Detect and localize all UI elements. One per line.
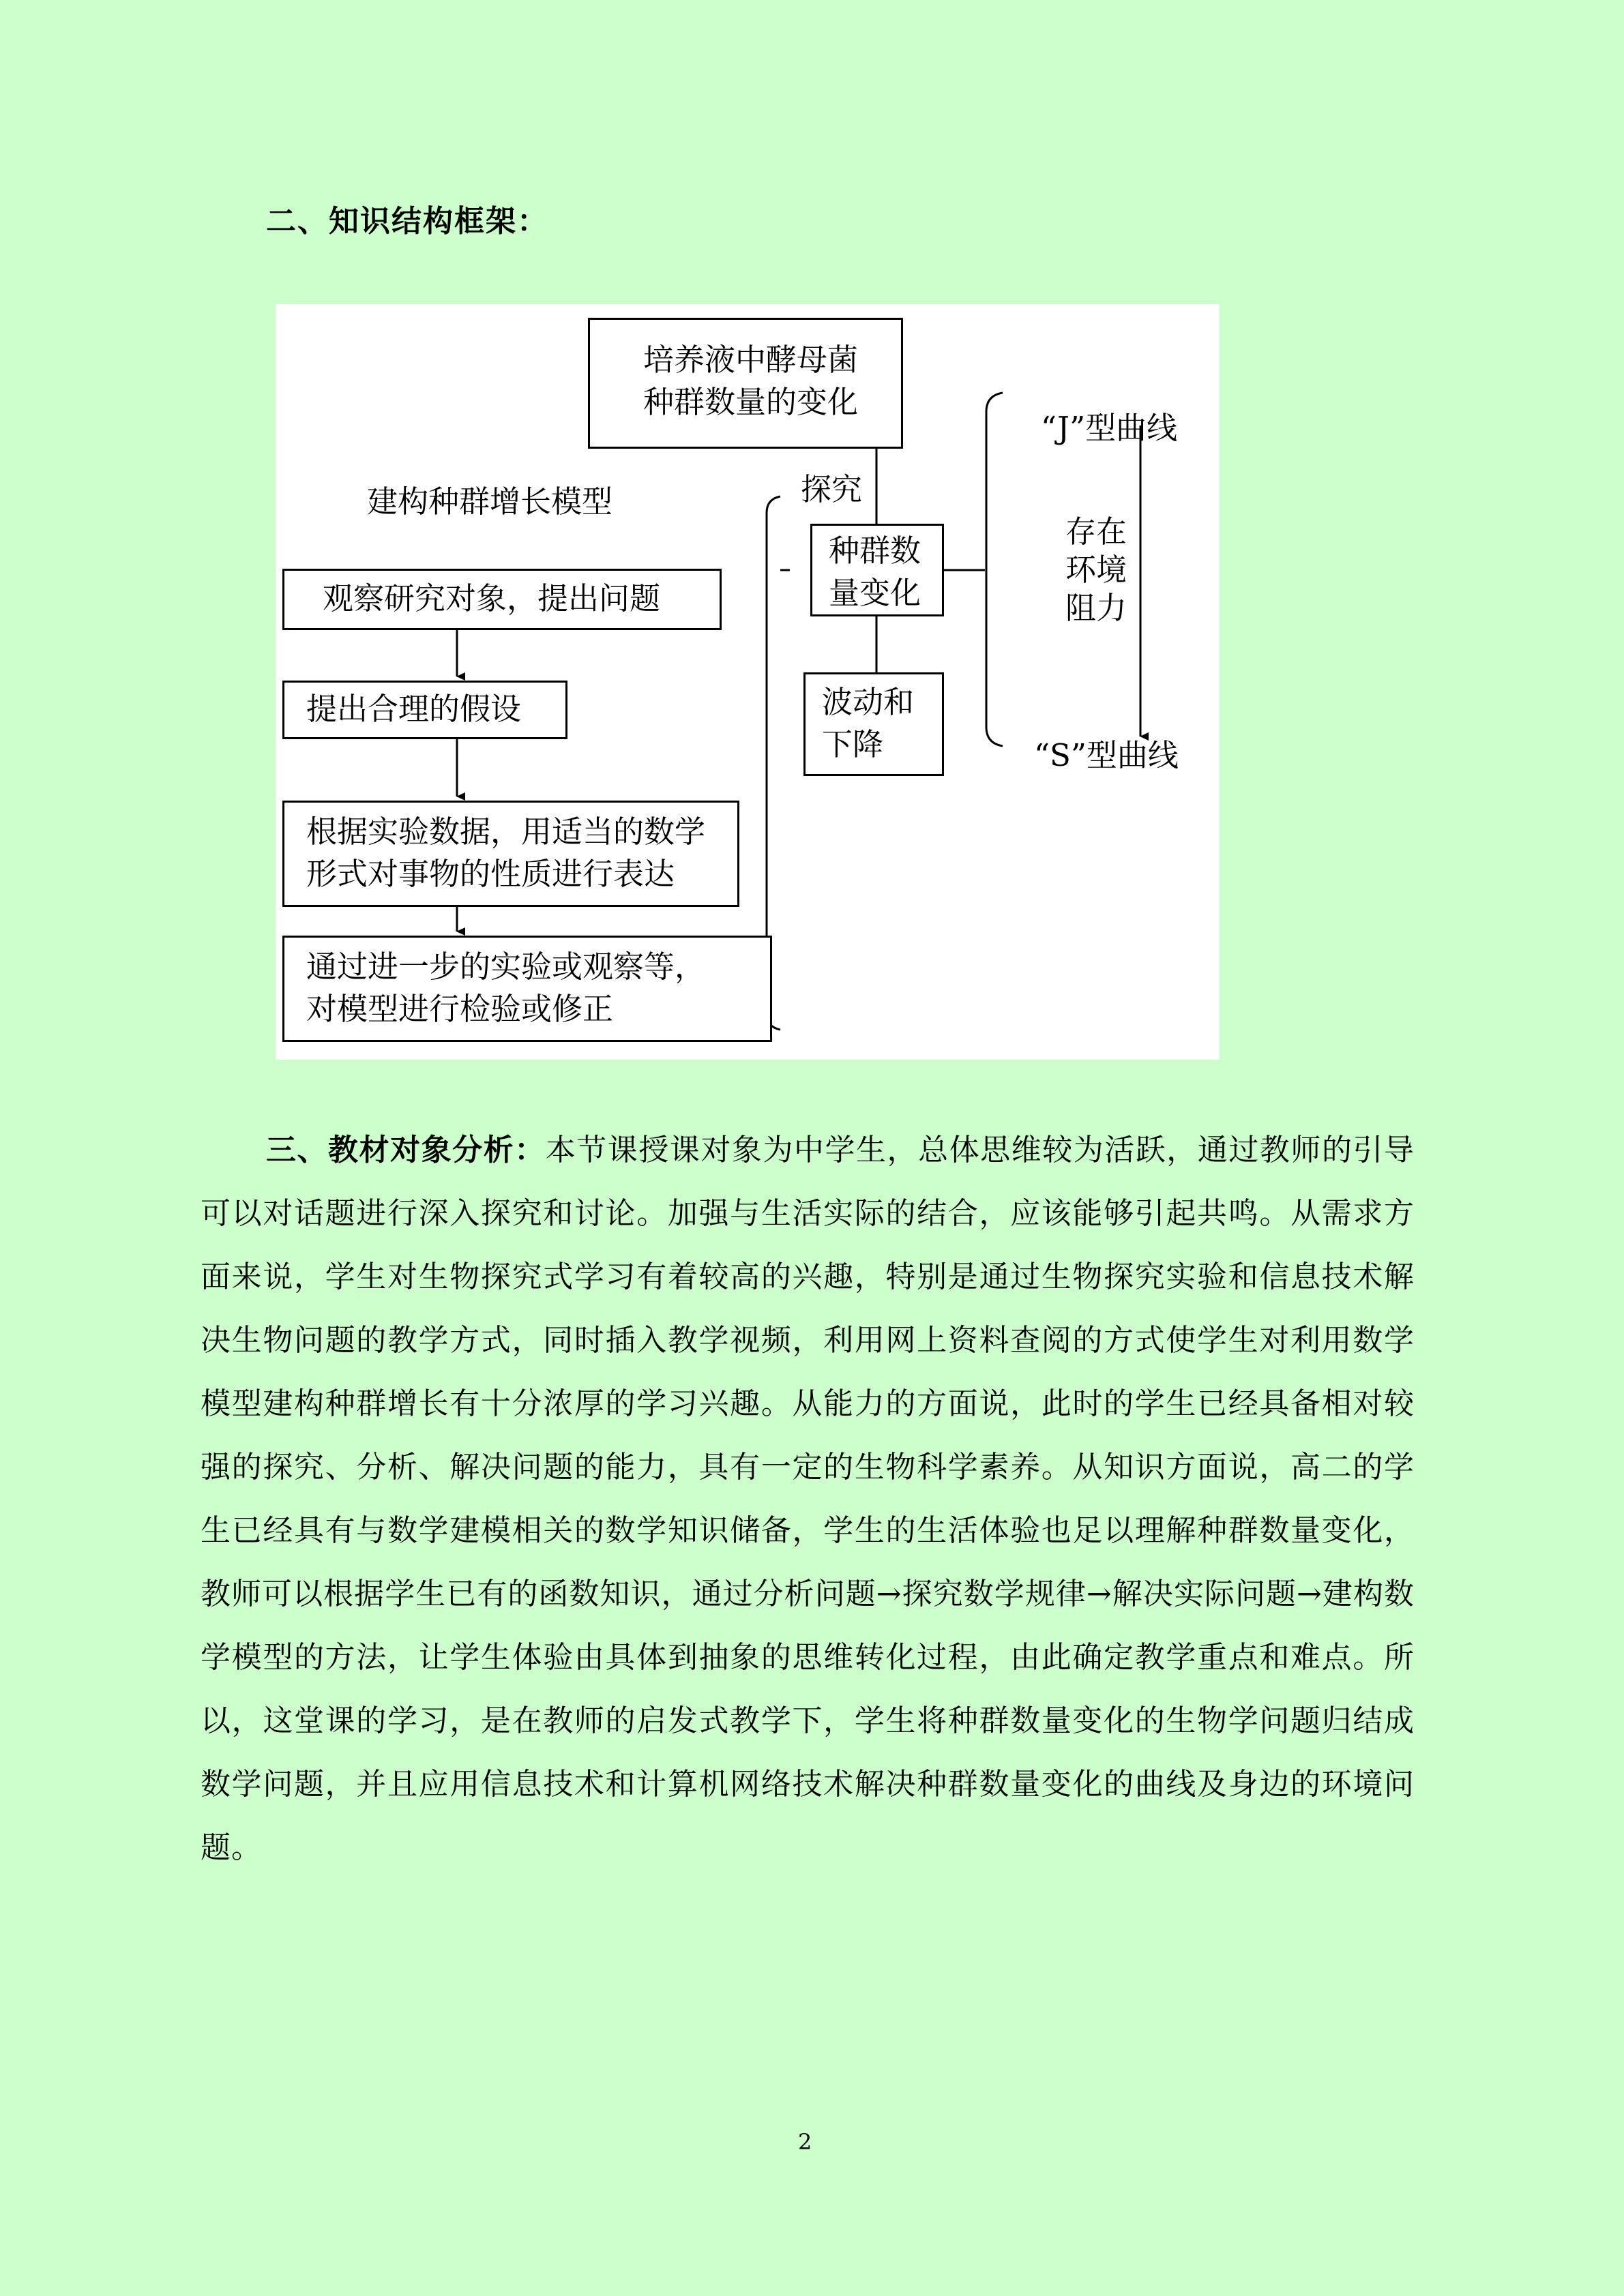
top-box-line-1: 培养液中酵母菌 (643, 342, 859, 378)
step-box-2 (282, 681, 567, 739)
bottom-box-line-2: 下降 (822, 726, 884, 762)
step-4-line-2: 对模型进行检验或修正 (306, 991, 614, 1027)
center-box-line-2: 量变化 (829, 575, 921, 611)
step-box-4 (282, 936, 772, 1042)
step-3-line-2: 形式对事物的性质进行表达 (306, 856, 675, 892)
step-2-line-1: 提出合理的假设 (306, 691, 522, 727)
explore-label: 探究 (801, 471, 863, 507)
resistance-line-2: 环境 (1065, 552, 1127, 588)
s-curve-label: “S”型曲线 (1034, 737, 1179, 773)
bottom-box-line-1: 波动和 (822, 684, 915, 720)
step-3-line-1: 根据实验数据，用适当的数学 (306, 814, 706, 850)
right-brace (986, 393, 1003, 746)
step-box-1 (282, 569, 722, 630)
resistance-line-3: 阻力 (1065, 590, 1127, 626)
center-box-line-1: 种群数 (829, 533, 921, 569)
top-box (588, 318, 903, 449)
section2-heading: 二、知识结构框架： (266, 204, 548, 239)
section3-body: 本节课授课对象为中学生，总体思维较为活跃，通过教师的引导可以对话题进行深入探究和讨论。加强与生活实际的结合，应该能够引起共鸣。从需求方面来说，学生对生物探究式学习有着较高的兴趣，特别是通过生物探究实验和信息技术解决生物问题的教学方式，同时插入教学视频，利用网上资料查阅的方式使学生对利用数学模型建构种群增长有十分浓厚的学习兴趣。从能力的方面说，此时的学生已经具备相对较强的探究、分析、解决问题的能力，具有一定的生物科学素养。从知识方面说，高二的学生已经具有与数学建模相关的数学知识储备，学生的生活体验也足以理解种群数量变化，教师可以根据学生已有的函数知识，通过分析问题→探究数学规律→解决实际问题→建构数学模型的方法，让学生体验由具体到抽象的思维转化过程，由此确定教学重点和难点。所以，这堂课的学习，是在教师的启发式教学下，学生将种群数量变化的生物学问题归结成数学问题，并且应用信息技术和计算机网络技术解决种群数量变化的曲线及身边的环境问题。 (201, 1133, 1415, 1865)
resistance-line-1: 存在 (1065, 513, 1127, 550)
section3-heading: 三、教材对象分析： (266, 1133, 546, 1167)
bottom-box (803, 672, 944, 776)
step-box-3 (282, 801, 739, 907)
page-number: 2 (798, 2129, 812, 2155)
top-box-line-2: 种群数量的变化 (643, 384, 859, 420)
section3-paragraph (201, 1118, 1415, 1879)
resistance-label (1065, 513, 1134, 627)
step-4-line-1: 通过进一步的实验或观察等， (306, 949, 706, 985)
center-box (810, 524, 944, 616)
j-curve-label: “J”型曲线 (1041, 410, 1178, 446)
knowledge-structure-diagram (276, 304, 1220, 1060)
model-title: 建构种群增长模型 (367, 483, 613, 520)
step-1-line-1: 观察研究对象，提出问题 (323, 580, 661, 616)
